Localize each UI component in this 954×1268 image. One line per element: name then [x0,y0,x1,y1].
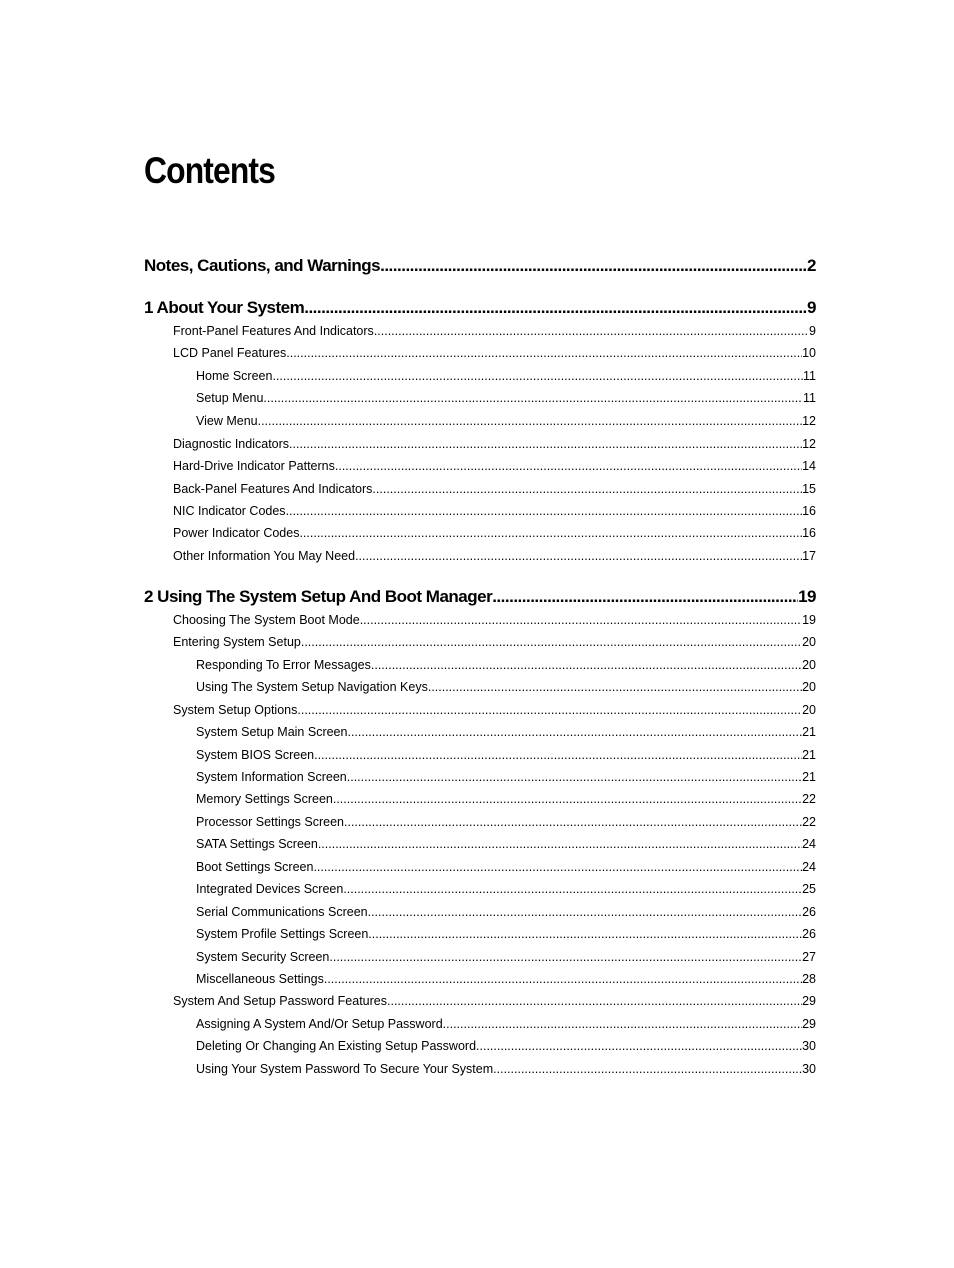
toc-page-number: 15 [802,482,816,496]
toc-entry-label: Memory Settings Screen [196,792,333,806]
toc-dot-leader [371,658,802,672]
toc-entry-label: Front-Panel Features And Indicators [173,324,374,338]
toc-dot-leader [313,860,802,874]
toc-page-number: 28 [802,972,816,986]
toc-entry[interactable] [173,703,816,717]
toc-entry[interactable] [196,950,816,964]
toc-page-number: 12 [802,437,816,451]
toc-dot-leader [324,972,802,986]
toc-page-number: 19 [798,587,816,606]
toc-entry-label: System Security Screen [196,950,330,964]
toc-entry-label: Serial Communications Screen [196,905,368,919]
toc-entry[interactable] [173,526,816,540]
toc-entry[interactable] [173,613,816,627]
toc-page-number: 16 [802,504,816,518]
toc-dot-leader [347,770,802,784]
toc-entry[interactable] [196,391,816,405]
toc-entry-label: NIC Indicator Codes [173,504,286,518]
toc-entry-label: 1 About Your System [144,298,305,317]
toc-chapter-entry[interactable] [144,256,816,276]
toc-entry[interactable] [173,459,816,473]
toc-entry[interactable] [196,725,816,739]
toc-entry-label: Assigning A System And/Or Setup Password [196,1017,443,1031]
toc-dot-leader [360,613,802,627]
toc-dot-leader [258,414,802,428]
toc-entry[interactable] [196,658,816,672]
toc-entry[interactable] [196,748,816,762]
toc-entry[interactable] [196,414,816,428]
toc-entry[interactable] [173,437,816,451]
toc-entry-label: Using Your System Password To Secure Your System [196,1062,494,1076]
toc-entry[interactable] [196,1017,816,1031]
toc-dot-leader [335,459,802,473]
toc-page-number: 11 [803,369,816,383]
toc-dot-leader [492,587,798,607]
toc-entry[interactable] [196,815,816,829]
toc-entry-label: View Menu [196,414,258,428]
toc-dot-leader [314,748,802,762]
toc-entry-label: Back-Panel Features And Indicators [173,482,373,496]
toc-entry-label: Miscellaneous Settings [196,972,324,986]
toc-entry[interactable] [196,792,816,806]
toc-dot-leader [493,1062,802,1076]
toc-chapter-entry[interactable] [144,298,816,318]
toc-entry-label: LCD Panel Features [173,346,287,360]
toc-page-number: 29 [802,994,816,1008]
toc-entry-label: System Information Screen [196,770,347,784]
toc-entry-label: Hard-Drive Indicator Patterns [173,459,335,473]
toc-entry[interactable] [173,324,816,338]
toc-page-number: 27 [802,950,816,964]
toc-dot-leader [272,369,803,383]
toc-entry[interactable] [196,680,816,694]
toc-dot-leader [347,725,802,739]
toc-entry[interactable] [173,482,816,496]
toc-page-number: 20 [802,680,816,694]
toc-entry[interactable] [196,1039,816,1053]
toc-entry[interactable] [196,882,816,896]
toc-page-number: 29 [802,1017,816,1031]
toc-entry[interactable] [173,549,816,563]
toc-entry[interactable] [173,504,816,518]
page-title: Contents [144,150,276,191]
toc-dot-leader [344,815,802,829]
toc-entry-label: 2 Using The System Setup And Boot Manager [144,587,493,606]
toc-entry-label: Notes, Cautions, and Warnings [144,256,381,275]
toc-page-number: 20 [802,635,816,649]
toc-dot-leader [387,994,802,1008]
toc-page-number: 12 [802,414,816,428]
toc-dot-leader [286,346,802,360]
toc-entry-label: Using The System Setup Navigation Keys [196,680,428,694]
toc-page-number: 2 [807,256,816,275]
toc-entry[interactable] [196,927,816,941]
toc-dot-leader [343,882,802,896]
toc-entry-label: Setup Menu [196,391,264,405]
toc-page-number: 21 [802,748,816,762]
toc-page-number: 11 [803,391,816,405]
toc-entry[interactable] [173,635,816,649]
toc-entry[interactable] [196,369,816,383]
toc-dot-leader [368,927,802,941]
toc-entry-label: Integrated Devices Screen [196,882,344,896]
toc-page-number: 21 [802,725,816,739]
toc-entry[interactable] [196,860,816,874]
toc-dot-leader [299,526,802,540]
toc-page-number: 26 [802,927,816,941]
toc-entry-label: SATA Settings Screen [196,837,318,851]
toc-page-number: 24 [802,860,816,874]
toc-dot-leader [443,1017,802,1031]
toc-entry-label: Diagnostic Indicators [173,437,290,451]
toc-entry-label: Home Screen [196,369,273,383]
toc-dot-leader [428,680,802,694]
toc-page-number: 16 [802,526,816,540]
toc-entry-label: Responding To Error Messages [196,658,371,672]
toc-page-number: 26 [802,905,816,919]
toc-dot-leader [297,703,802,717]
toc-page-number: 10 [802,346,816,360]
toc-page-number: 22 [802,792,816,806]
toc-entry[interactable] [173,994,816,1008]
toc-page-number: 30 [802,1039,816,1053]
toc-page-number: 25 [802,882,816,896]
toc-dot-leader [286,504,803,518]
toc-page-number: 9 [809,324,816,338]
toc-entry[interactable] [173,346,816,360]
toc-page-number: 20 [802,703,816,717]
toc-entry[interactable] [196,1062,816,1076]
toc-dot-leader [372,482,802,496]
toc-entry-label: System Profile Settings Screen [196,927,369,941]
toc-dot-leader [476,1039,802,1053]
toc-entry-label: Deleting Or Changing An Existing Setup Password [196,1039,477,1053]
toc-entry[interactable] [196,770,816,784]
toc-dot-leader [380,256,807,276]
toc-dot-leader [289,437,802,451]
toc-page-number: 20 [802,658,816,672]
toc-page-number: 30 [802,1062,816,1076]
toc-dot-leader [301,635,802,649]
toc-entry-label: System Setup Main Screen [196,725,348,739]
toc-entry[interactable] [196,972,816,986]
toc-dot-leader [263,391,803,405]
toc-page-number: 9 [807,298,816,317]
toc-entry-label: Choosing The System Boot Mode [173,613,360,627]
toc-entry-label: Entering System Setup [173,635,301,649]
toc-entry-label: System And Setup Password Features [173,994,387,1008]
toc-entry-label: Boot Settings Screen [196,860,314,874]
toc-entry-label: System Setup Options [173,703,298,717]
toc-dot-leader [368,905,802,919]
toc-entry-label: Power Indicator Codes [173,526,300,540]
toc-entry[interactable] [196,905,816,919]
toc-page-number: 14 [802,459,816,473]
toc-entry-label: System BIOS Screen [196,748,315,762]
toc-page-number: 21 [802,770,816,784]
toc-page-number: 17 [802,549,816,563]
toc-dot-leader [304,298,807,318]
toc-dot-leader [329,950,802,964]
toc-page-number: 24 [802,837,816,851]
toc-entry-label: Processor Settings Screen [196,815,344,829]
toc-dot-leader [355,549,802,563]
toc-dot-leader [333,792,802,806]
toc-entry[interactable] [196,837,816,851]
toc-page-number: 22 [802,815,816,829]
toc-page-number: 19 [802,613,816,627]
toc-chapter-entry[interactable] [144,587,816,607]
toc-entry-label: Other Information You May Need [173,549,356,563]
toc-dot-leader [318,837,802,851]
toc-dot-leader [374,324,809,338]
